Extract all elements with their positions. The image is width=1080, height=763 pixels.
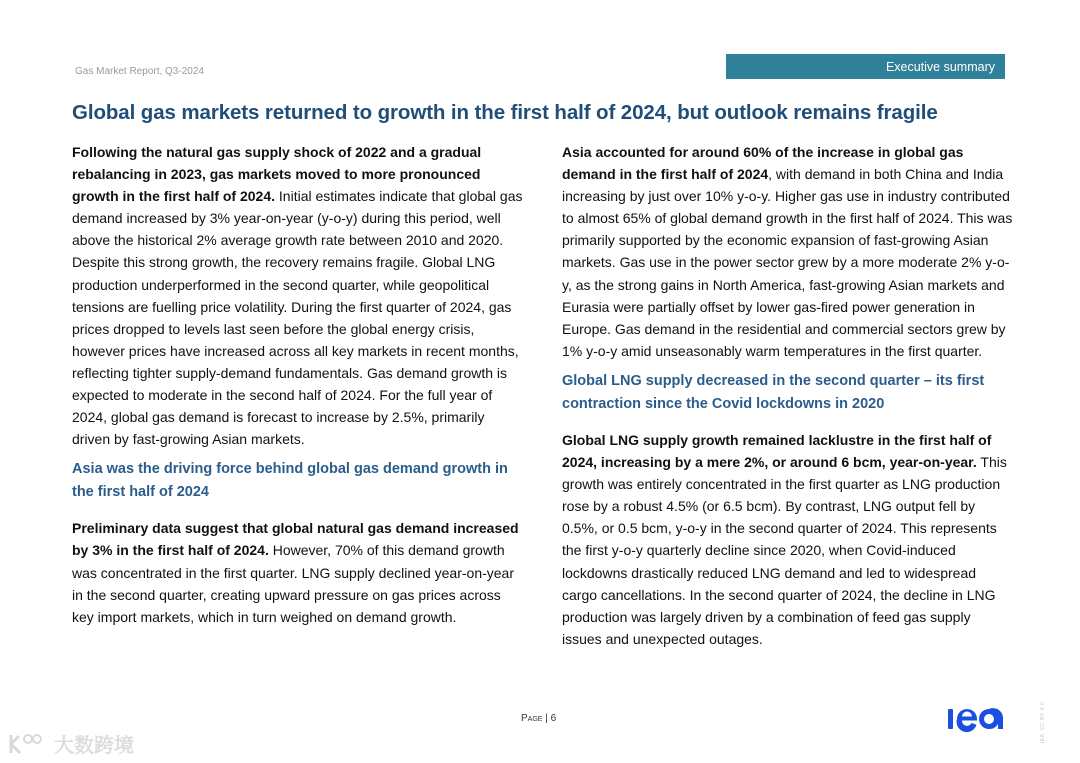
- body-text: This growth was entirely concentrated in the first quarter as LNG production rose by a robust 4.5% (or 6.5 bcm). By contrast, LNG output fell by 0.5%, or 0.5 bcm, y-o-y in the second quarter of 2024. This represents the first y-o-y quarterly decline since 2020, when Covid-induced lockdowns drastically reduced LNG demand and led to widespread cargo cancellations. In the second quarter of 2024, the decline in LNG production was largely driven by a combination of feed gas supply issues and unexpected outages.: [562, 454, 1007, 647]
- page-title: Global gas markets returned to growth in the first half of 2024, but outlook remains fragile: [72, 101, 938, 124]
- page-separator: |: [542, 713, 551, 724]
- watermark: [8, 729, 134, 758]
- right-column: [562, 141, 1014, 650]
- page-label: Page: [521, 713, 543, 724]
- lead-sentence: Asia accounted for around 60% of the increase in global gas demand in the first half of 2024: [562, 144, 964, 183]
- watermark-text: 大数跨境: [54, 735, 134, 757]
- lead-sentence: Following the natural gas supply shock of 2022 and a gradual rebalancing in 2023, gas markets moved to more pronounced growth in the first half of 2024.: [72, 144, 482, 205]
- iea-logo-icon: [947, 703, 1009, 733]
- license-text: IEA. CC BY 4.0.: [1040, 700, 1046, 744]
- page-number-value: 6: [550, 713, 557, 724]
- subheading: Global LNG supply decreased in the second quarter – its first contraction since the Covid lockdowns in 2020: [562, 372, 985, 412]
- body-text: , with demand in both China and India increasing by just over 10% y-o-y. Higher gas use in industry contributed to almost 65% of global demand growth in the first half of 2024. This was primarily supported by the economic expansion of fast-growing Asian markets. Gas use in the power sector grew by a more moderate 2% y-o-y, as the strong gains in North America, fast-growing Asian markets and Eurasia were partially offset by lower gas-fired power generation in Europe. Gas demand in the residential and commercial sectors grew by 1% y-o-y amid unseasonably warm temperatures in the first quarter.: [562, 166, 1013, 359]
- left-column: [72, 141, 524, 628]
- watermark-logo-icon: [8, 731, 48, 757]
- section-tab: [726, 54, 1005, 79]
- paragraph: [72, 141, 524, 450]
- section-label: Executive summary: [885, 59, 995, 74]
- paragraph: [562, 141, 1014, 362]
- lead-sentence: Preliminary data suggest that global natural gas demand increased by 3% in the first half of 2024.: [72, 520, 519, 559]
- paragraph: [562, 429, 1014, 650]
- subheading: Asia was the driving force behind global gas demand growth in the first half of 2024: [72, 461, 508, 501]
- body-text: However, 70% of this demand growth was concentrated in the first quarter. LNG supply declined year-on-year in the second quarter, creating upward pressure on gas prices across key import markets, which in turn weighed on demand growth.: [72, 542, 515, 625]
- body-text: Initial estimates indicate that global gas demand increased by 3% year-on-year (y-o-y) during this period, well above the historical 2% average growth rate between 2010 and 2020. Despite this strong growth, the recovery remains fragile. Global LNG production underperformed in the second quarter, while geopolitical tensions are fuelling price volatility. During the first quarter of 2024, gas prices dropped to levels last seen before the global energy crisis, however prices have increased across all key markets in recent months, reflecting tighter supply-demand fundamentals. Gas demand growth is expected to moderate in the second half of 2024. For the full year of 2024, global gas demand is forecast to increase by 2.5%, primarily driven by fast-growing Asian markets.: [72, 188, 523, 448]
- paragraph: [72, 517, 524, 627]
- running-header: Gas Market Report, Q3-2024: [75, 66, 204, 77]
- page-number: [521, 713, 556, 724]
- lead-sentence: Global LNG supply growth remained lacklustre in the first half of 2024, increasing by a mere 2%, or around 6 bcm, year-on-year.: [562, 431, 992, 471]
